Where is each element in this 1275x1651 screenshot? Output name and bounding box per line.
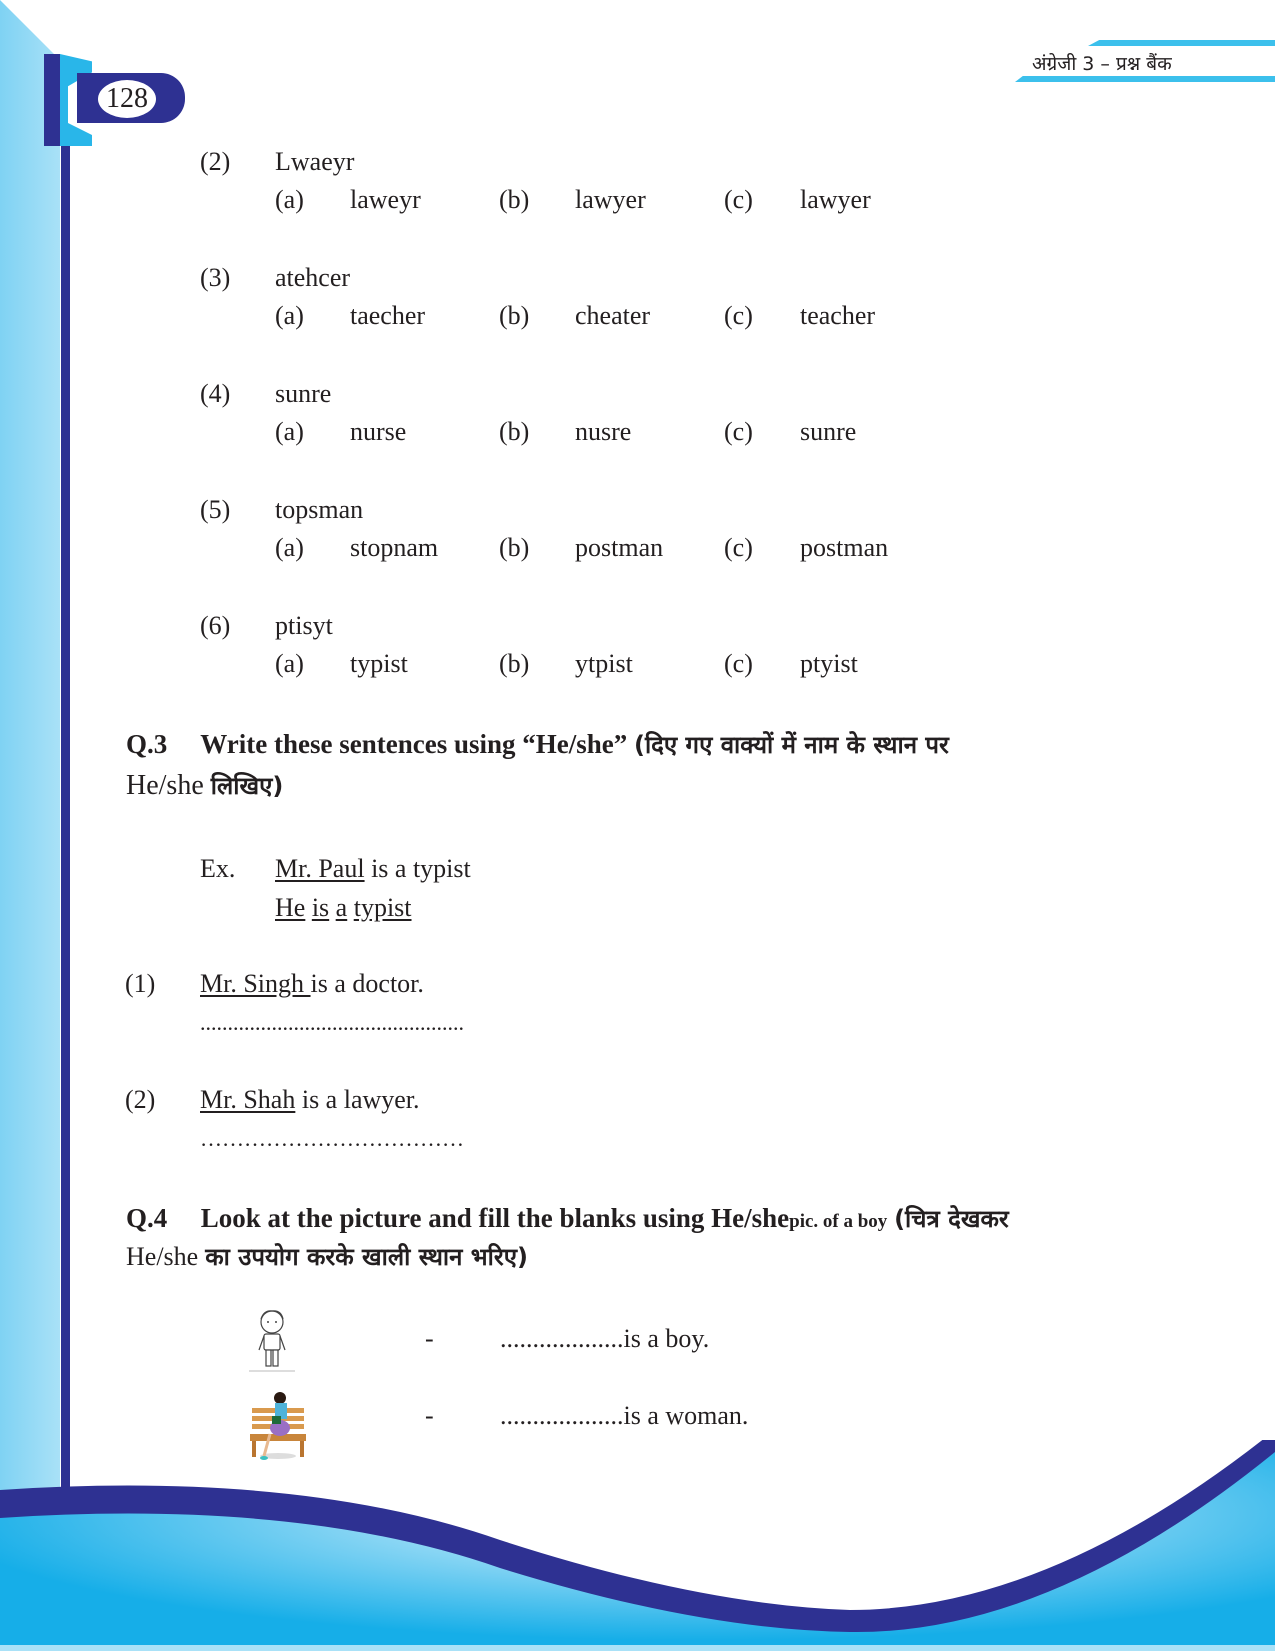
boy-illustration-icon <box>244 1308 300 1376</box>
option-text: nusre <box>575 417 632 446</box>
jumbled-word: topsman <box>275 495 364 524</box>
answer-blank[interactable]: ................... <box>500 1401 624 1430</box>
corner-wedge <box>0 0 60 60</box>
jumbled-word: atehcer <box>275 263 351 292</box>
page-number: 128 <box>98 80 156 118</box>
q2-item-6 <box>200 607 1000 687</box>
option-label: (c) <box>724 417 753 446</box>
option-text: lawyer <box>800 185 871 214</box>
heshe-label: He/she <box>126 770 204 801</box>
item-rest: is a doctor. <box>310 969 424 998</box>
q3-heading <box>126 724 949 765</box>
bottom-wave-decoration <box>0 1440 1275 1651</box>
option-label: (c) <box>724 185 753 214</box>
example-answer <box>275 890 412 926</box>
q4-heading <box>126 1198 1009 1242</box>
dash: - <box>425 1401 434 1430</box>
answer-blank[interactable]: ................................................ <box>200 1010 464 1035</box>
option-text: lawyer <box>575 185 646 214</box>
answer-blank[interactable]: ……………………………… <box>200 1126 464 1151</box>
item-name: Mr. Shah <box>200 1085 296 1114</box>
page-flag-post <box>44 54 60 146</box>
question-number: Q.3 <box>126 729 168 759</box>
question-instruction: Look at the picture and fill the blanks using He/she <box>200 1203 790 1233</box>
option-label: (a) <box>275 185 304 214</box>
q2-item-2 <box>200 143 1000 223</box>
header-stripe-top <box>1088 40 1275 46</box>
example-sentence <box>275 851 471 887</box>
heshe-label: He/she <box>126 1242 199 1271</box>
answer-word: typist <box>353 893 412 922</box>
instruction-hindi-continued: का उपयोग करके खाली स्थान भरिए) <box>205 1243 528 1271</box>
example-rest: is a typist <box>364 854 471 883</box>
option-label: (b) <box>499 185 530 214</box>
example-name: Mr. Paul <box>275 854 365 883</box>
q4-heading-line2 <box>126 1237 528 1277</box>
q2-item-3 <box>200 259 1000 339</box>
option-label: (b) <box>499 301 530 330</box>
question-number: Q.4 <box>126 1203 168 1233</box>
option-label: (c) <box>724 649 753 678</box>
option-label: (c) <box>724 533 753 562</box>
q3-item-number: (2) <box>125 1085 156 1114</box>
option-label: (a) <box>275 301 304 330</box>
question-instruction-hindi: (दिए गए वाक्यों में नाम के स्थान पर <box>634 731 949 759</box>
option-text: postman <box>575 533 664 562</box>
item-name: Mr. Singh <box>200 969 311 998</box>
sentence-text: is a woman. <box>623 1401 749 1430</box>
instruction-hindi-continued: लिखिए) <box>210 772 284 800</box>
option-label: (b) <box>499 533 530 562</box>
question-instruction: Write these sentences using “He/she” <box>200 729 628 759</box>
option-text: taecher <box>350 301 426 330</box>
q3-item-sentence <box>200 966 424 1002</box>
option-label: (a) <box>275 649 304 678</box>
answer-blank[interactable]: ................... <box>500 1324 624 1353</box>
picture-note: pic. of a boy <box>789 1211 888 1232</box>
option-text: teacher <box>800 301 876 330</box>
q4-item-sentence <box>500 1321 709 1357</box>
item-number: (5) <box>200 495 231 524</box>
jumbled-word: sunre <box>275 379 332 408</box>
q2-item-5 <box>200 491 1000 571</box>
option-text: ytpist <box>575 649 633 678</box>
option-text: typist <box>350 649 408 678</box>
dash: - <box>425 1324 434 1353</box>
answer-word: is <box>311 893 330 922</box>
q4-item-sentence <box>500 1398 748 1434</box>
option-label: (c) <box>724 301 753 330</box>
q3-item-number: (1) <box>125 969 156 998</box>
option-text: stopnam <box>350 533 439 562</box>
left-margin-rule <box>61 140 70 1510</box>
option-text: cheater <box>575 301 651 330</box>
option-text: sunre <box>800 417 857 446</box>
item-number: (4) <box>200 379 231 408</box>
jumbled-word: Lwaeyr <box>275 147 355 176</box>
option-text: nurse <box>350 417 407 446</box>
example-label: Ex. <box>200 854 236 883</box>
option-text: laweyr <box>350 185 421 214</box>
q3-heading-line2 <box>126 766 283 806</box>
book-title: अंग्रेजी 3 – प्रश्न बैंक <box>1032 53 1172 75</box>
item-number: (2) <box>200 147 231 176</box>
jumbled-word: ptisyt <box>275 611 333 640</box>
item-rest: is a lawyer. <box>295 1085 420 1114</box>
header-stripe-bottom <box>1015 76 1275 82</box>
item-number: (3) <box>200 263 231 292</box>
sentence-text: is a boy. <box>623 1324 710 1353</box>
q2-item-4 <box>200 375 1000 455</box>
option-label: (b) <box>499 417 530 446</box>
answer-word: He <box>275 893 306 922</box>
option-label: (a) <box>275 533 304 562</box>
q3-item-sentence <box>200 1082 420 1118</box>
left-decorative-band <box>0 0 60 1651</box>
item-number: (6) <box>200 611 231 640</box>
option-text: ptyist <box>800 649 858 678</box>
question-instruction-hindi: (चित्र देखकर <box>894 1205 1009 1233</box>
answer-word: a <box>335 893 348 922</box>
option-text: postman <box>800 533 889 562</box>
option-label: (b) <box>499 649 530 678</box>
option-label: (a) <box>275 417 304 446</box>
